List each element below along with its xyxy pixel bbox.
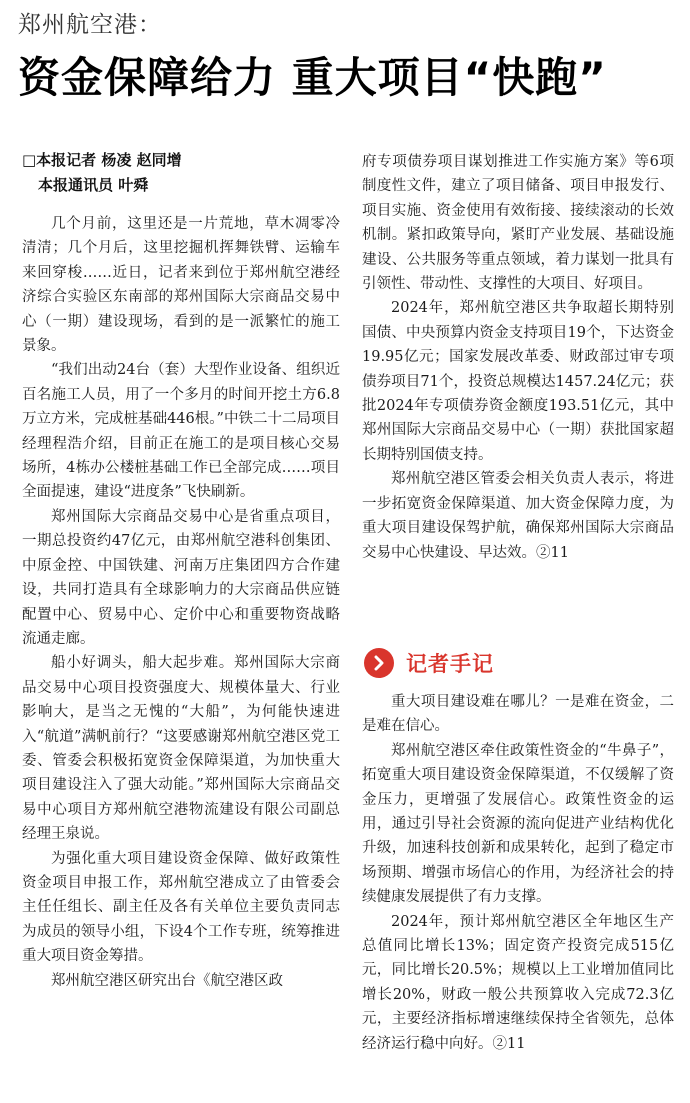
byline-reporters: □本报记者 杨凌 赵同增 [22,151,182,169]
chevron-right-icon [364,648,394,678]
article-paragraph: 船小好调头，船大起步难。郑州国际大宗商品交易中心项目投资强度大、规模体量大、行业影响大，是当之无愧的“大船”，为何能快速进入“航道”满帆前行？“这要感谢郑州航空港区党工委、管委会积极拓宽资金保障渠道，为加快重大项目建设注入了强大动能。”郑州国际大宗商品交易中心项目方郑州航空港物流建设有限公司副总经理王泉说。 [22,655,340,843]
article-paragraph: 郑州航空港区管委会相关负责人表示，将进一步拓宽资金保障渠道、加大资金保障力度，为重大项目建设保驾护航，确保郑州国际大宗商品交易中心快建设、早达效。②11 [362,471,674,561]
reporter-note-title: 记者手记 [406,652,494,676]
article-left-column [22,212,340,1097]
article-paragraph: 为强化重大项目建设资金保障、做好政策性资金项目申报工作，郑州航空港成立了由管委会主任任组长、副主任及各有关单位主要负责同志为成员的领导小组，下设4个工作专班，统筹推进重大项目资金筹措。 [22,850,340,965]
note-paragraph: 郑州航空港区牵住政策性资金的“牛鼻子”，拓宽重大项目建设资金保障渠道，不仅缓解了资金压力，更增强了发展信心。政策性资金的运用，通过引导社会资源的流向促进产业结构优化升级，加速科技创新和成果转化，起到了稳定市场预期、增强市场信心的作用，为经济社会的持续健康发展提供了有力支撑。 [362,742,674,906]
article-paragraph: 几个月前，这里还是一片荒地，草木凋零冷清清；几个月后，这里挖掘机挥舞铁臂、运输车来回穿梭……近日，记者来到位于郑州航空港经济综合实验区东南部的郑州国际大宗商品交易中心（一期）建设现场，看到的是一派繁忙的施工景象。 [22,216,340,355]
article-paragraph: 郑州航空港区研究出台《航空港区政 [51,972,283,989]
headline: 资金保障给力 重大项目“快跑” [18,53,607,102]
byline-correspondent: 本报通讯员 叶舜 [38,176,149,194]
reporter-note-header [364,648,494,678]
reporter-note-body [362,690,674,1056]
byline [22,148,182,198]
article-paragraph: 郑州国际大宗商品交易中心是省重点项目，一期总投资约47亿元，由郑州航空港科创集团、中原金控、中国铁建、河南万庄集团四方合作建设，共同打造具有全球影响力的大宗商品供应链配置中心、贸易中心、定价中心和重要物资战略流通走廊。 [22,508,340,647]
article-right-column [362,150,674,565]
article-paragraph-continued: 府专项债券项目谋划推进工作实施方案》等6项制度性文件，建立了项目储备、项目申报发行、项目实施、资金使用有效衔接、接续滚动的长效机制。紧扣政策导向，紧盯产业发展、基础设施建设、公共服务等重点领域，着力谋划一批具有引领性、带动性、支撑性的大项目、好项目。 [362,154,674,293]
note-paragraph: 重大项目建设难在哪儿？一是难在资金，二是难在信心。 [362,694,674,735]
article-paragraph: “我们出动24台（套）大型作业设备、组织近百名施工人员，用了一个多月的时间开挖土方6.8万立方米，完成桩基础446根。”中铁二十二局项目经理程浩介绍，目前正在施工的是项目核心交易场所，4栋办公楼桩基础工作已全部完成……项目全面提速，建设“进度条”飞快刷新。 [22,362,340,501]
kicker: 郑州航空港： [18,12,162,38]
article-paragraph: 2024年，郑州航空港区共争取超长期特别国债、中央预算内资金支持项目19个，下达资金19.95亿元；国家发展改革委、财政部过审专项债券项目71个，投资总规模达1457.24亿元；获批2024年专项债券资金额度193.51亿元，其中郑州国际大宗商品交易中心（一期）获批国家超长期特别国债支持。 [362,300,674,463]
note-paragraph: 2024年，预计郑州航空港区全年地区生产总值同比增长13%；固定资产投资完成515亿元，同比增长20.5%；规模以上工业增加值同比增长20%，财政一般公共预算收入完成72.3亿元，主要经济指标增速继续保持全省领先，总体经济运行稳中向好。②11 [362,913,674,1052]
